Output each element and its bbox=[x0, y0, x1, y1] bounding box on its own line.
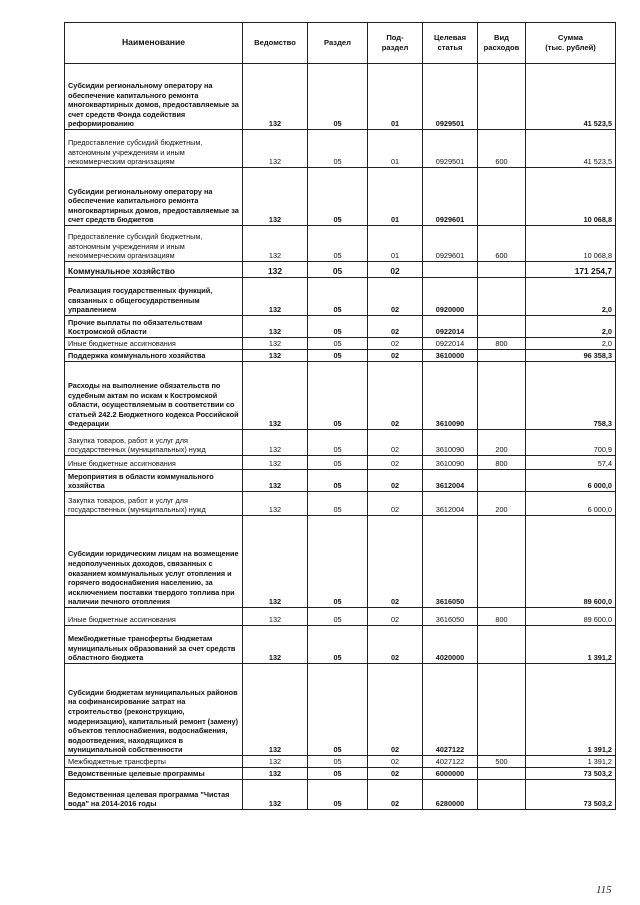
cell-vid bbox=[478, 278, 526, 316]
cell-podrazdel: 02 bbox=[368, 350, 423, 362]
cell-celevaya: 0929501 bbox=[423, 64, 478, 130]
cell-celevaya: 0920000 bbox=[423, 278, 478, 316]
cell-summa: 10 068,8 bbox=[526, 168, 616, 226]
cell-summa: 73 503,2 bbox=[526, 780, 616, 810]
cell-ved: 132 bbox=[243, 470, 308, 492]
cell-vid: 800 bbox=[478, 608, 526, 626]
cell-razdel: 05 bbox=[308, 608, 368, 626]
table-row bbox=[65, 516, 616, 608]
table-row bbox=[65, 470, 616, 492]
cell-podrazdel: 02 bbox=[368, 516, 423, 608]
cell-razdel: 05 bbox=[308, 626, 368, 664]
cell-celevaya: 3612004 bbox=[423, 492, 478, 516]
cell-summa: 2,0 bbox=[526, 338, 616, 350]
cell-razdel: 05 bbox=[308, 262, 368, 278]
cell-podrazdel: 01 bbox=[368, 130, 423, 168]
cell-podrazdel: 01 bbox=[368, 64, 423, 130]
cell-name: Ведомственные целевые программы bbox=[65, 768, 243, 780]
cell-ved: 132 bbox=[243, 168, 308, 226]
cell-celevaya: 3612004 bbox=[423, 470, 478, 492]
table-row bbox=[65, 278, 616, 316]
cell-razdel: 05 bbox=[308, 516, 368, 608]
cell-ved: 132 bbox=[243, 430, 308, 456]
table-row bbox=[65, 316, 616, 338]
cell-razdel: 05 bbox=[308, 338, 368, 350]
cell-podrazdel: 01 bbox=[368, 226, 423, 262]
cell-summa: 2,0 bbox=[526, 278, 616, 316]
cell-razdel: 05 bbox=[308, 768, 368, 780]
cell-vid: 500 bbox=[478, 756, 526, 768]
cell-name: Субсидии региональному оператору на обеспечение капитального ремонта многоквартирных домов, предоставляемые за счет средств Фонда содействия реформированию bbox=[65, 64, 243, 130]
cell-summa: 1 391,2 bbox=[526, 664, 616, 756]
cell-podrazdel: 02 bbox=[368, 362, 423, 430]
cell-name: Иные бюджетные ассигнования bbox=[65, 608, 243, 626]
cell-vid bbox=[478, 64, 526, 130]
cell-vid bbox=[478, 768, 526, 780]
cell-podrazdel: 01 bbox=[368, 168, 423, 226]
cell-podrazdel: 02 bbox=[368, 338, 423, 350]
cell-vid bbox=[478, 626, 526, 664]
cell-razdel: 05 bbox=[308, 470, 368, 492]
table-row bbox=[65, 780, 616, 810]
cell-summa: 1 391,2 bbox=[526, 626, 616, 664]
budget-table bbox=[64, 22, 616, 810]
cell-celevaya: 3610090 bbox=[423, 430, 478, 456]
cell-celevaya: 0922014 bbox=[423, 338, 478, 350]
table-row bbox=[65, 226, 616, 262]
cell-vid: 600 bbox=[478, 130, 526, 168]
cell-razdel: 05 bbox=[308, 780, 368, 810]
cell-podrazdel: 02 bbox=[368, 278, 423, 316]
cell-vid: 800 bbox=[478, 456, 526, 470]
header-vid bbox=[478, 23, 526, 64]
cell-ved: 132 bbox=[243, 756, 308, 768]
cell-podrazdel: 02 bbox=[368, 756, 423, 768]
cell-ved: 132 bbox=[243, 516, 308, 608]
cell-name: Коммунальное хозяйство bbox=[65, 262, 243, 278]
cell-ved: 132 bbox=[243, 626, 308, 664]
cell-name: Прочие выплаты по обязательствам Костромской области bbox=[65, 316, 243, 338]
table-row bbox=[65, 350, 616, 362]
table-row bbox=[65, 430, 616, 456]
cell-vid bbox=[478, 350, 526, 362]
cell-celevaya: 0929601 bbox=[423, 168, 478, 226]
cell-celevaya: 4020000 bbox=[423, 626, 478, 664]
cell-vid bbox=[478, 516, 526, 608]
cell-name: Предоставление субсидий бюджетным, автономным учреждениям и иным некоммерческим организациям bbox=[65, 226, 243, 262]
cell-razdel: 05 bbox=[308, 430, 368, 456]
cell-summa: 700,9 bbox=[526, 430, 616, 456]
cell-name: Расходы на выполнение обязательств по судебным актам по искам к Костромской области, осуществляемым в соответствии со статьей 242.2 Бюджетного кодекса Российской Федерации bbox=[65, 362, 243, 430]
cell-razdel: 05 bbox=[308, 456, 368, 470]
cell-summa: 41 523,5 bbox=[526, 130, 616, 168]
cell-podrazdel: 02 bbox=[368, 608, 423, 626]
cell-podrazdel: 02 bbox=[368, 492, 423, 516]
cell-podrazdel: 02 bbox=[368, 780, 423, 810]
cell-name: Межбюджетные трансферты бюджетам муниципальных образований за счет средств областного бюджета bbox=[65, 626, 243, 664]
table-body bbox=[65, 64, 616, 810]
cell-summa: 57,4 bbox=[526, 456, 616, 470]
header-vedomstvo: Ведомство bbox=[243, 23, 308, 64]
cell-ved: 132 bbox=[243, 780, 308, 810]
table-row bbox=[65, 626, 616, 664]
cell-celevaya: 3616050 bbox=[423, 608, 478, 626]
cell-ved: 132 bbox=[243, 492, 308, 516]
cell-ved: 132 bbox=[243, 350, 308, 362]
cell-name: Ведомственная целевая программа "Чистая вода" на 2014-2016 годы bbox=[65, 780, 243, 810]
cell-vid bbox=[478, 780, 526, 810]
cell-summa: 171 254,7 bbox=[526, 262, 616, 278]
cell-celevaya: 0922014 bbox=[423, 316, 478, 338]
cell-vid: 200 bbox=[478, 492, 526, 516]
cell-ved: 132 bbox=[243, 316, 308, 338]
cell-name: Закупка товаров, работ и услуг для государственных (муниципальных) нужд bbox=[65, 430, 243, 456]
header-summa-text: Сумма (тыс. рублей) bbox=[545, 33, 596, 52]
cell-summa: 6 000,0 bbox=[526, 470, 616, 492]
cell-razdel: 05 bbox=[308, 316, 368, 338]
cell-ved: 132 bbox=[243, 456, 308, 470]
cell-vid bbox=[478, 664, 526, 756]
cell-podrazdel: 02 bbox=[368, 316, 423, 338]
cell-summa: 89 600,0 bbox=[526, 608, 616, 626]
cell-celevaya: 6000000 bbox=[423, 768, 478, 780]
cell-celevaya: 0929501 bbox=[423, 130, 478, 168]
cell-razdel: 05 bbox=[308, 226, 368, 262]
header-row bbox=[65, 23, 616, 64]
cell-podrazdel: 02 bbox=[368, 470, 423, 492]
cell-razdel: 05 bbox=[308, 168, 368, 226]
cell-ved: 132 bbox=[243, 64, 308, 130]
table-row bbox=[65, 338, 616, 350]
cell-name: Субсидии юридическим лицам на возмещение недополученных доходов, связанных с оказанием коммунальных услуг отопления и горячего водоснабжения населению, за исключением поставки твердого топлива при наличии печного отопления bbox=[65, 516, 243, 608]
cell-podrazdel: 02 bbox=[368, 768, 423, 780]
cell-name: Поддержка коммунального хозяйства bbox=[65, 350, 243, 362]
cell-vid bbox=[478, 316, 526, 338]
cell-podrazdel: 02 bbox=[368, 262, 423, 278]
page-number: 115 bbox=[596, 884, 612, 896]
table-row bbox=[65, 664, 616, 756]
table-row bbox=[65, 262, 616, 278]
cell-summa: 73 503,2 bbox=[526, 768, 616, 780]
header-summa bbox=[526, 23, 616, 64]
cell-razdel: 05 bbox=[308, 756, 368, 768]
cell-vid bbox=[478, 262, 526, 278]
cell-name: Реализация государственных функций, связанных с общегосударственным управлением bbox=[65, 278, 243, 316]
cell-summa: 6 000,0 bbox=[526, 492, 616, 516]
cell-celevaya: 6280000 bbox=[423, 780, 478, 810]
table-row bbox=[65, 768, 616, 780]
cell-celevaya: 4027122 bbox=[423, 756, 478, 768]
cell-vid: 600 bbox=[478, 226, 526, 262]
table-row bbox=[65, 168, 616, 226]
cell-name: Субсидии региональному оператору на обеспечение капитального ремонта многоквартирных домов, предоставляемые за счет средств бюджетов bbox=[65, 168, 243, 226]
cell-celevaya: 3610090 bbox=[423, 362, 478, 430]
cell-name: Мероприятия в области коммунального хозяйства bbox=[65, 470, 243, 492]
cell-name: Закупка товаров, работ и услуг для государственных (муниципальных) нужд bbox=[65, 492, 243, 516]
header-podrazdel-text: Под- раздел bbox=[381, 33, 409, 52]
cell-celevaya: 0929601 bbox=[423, 226, 478, 262]
cell-celevaya: 3610090 bbox=[423, 456, 478, 470]
cell-ved: 132 bbox=[243, 768, 308, 780]
cell-celevaya bbox=[423, 262, 478, 278]
table-row bbox=[65, 130, 616, 168]
cell-vid: 200 bbox=[478, 430, 526, 456]
cell-razdel: 05 bbox=[308, 664, 368, 756]
cell-podrazdel: 02 bbox=[368, 430, 423, 456]
table-row bbox=[65, 362, 616, 430]
cell-ved: 132 bbox=[243, 362, 308, 430]
table-row bbox=[65, 456, 616, 470]
cell-summa: 10 068,8 bbox=[526, 226, 616, 262]
cell-ved: 132 bbox=[243, 226, 308, 262]
cell-ved: 132 bbox=[243, 262, 308, 278]
cell-podrazdel: 02 bbox=[368, 664, 423, 756]
cell-ved: 132 bbox=[243, 278, 308, 316]
cell-celevaya: 4027122 bbox=[423, 664, 478, 756]
cell-vid bbox=[478, 362, 526, 430]
cell-razdel: 05 bbox=[308, 278, 368, 316]
cell-summa: 1 391,2 bbox=[526, 756, 616, 768]
cell-name: Субсидии бюджетам муниципальных районов на софинансирование затрат на строительство (реконструкцию, модернизацию), капитальный ремонт (замену) объектов теплоснабжения, водоснабжения, водоотведения, находящихся в муниципальной собственности bbox=[65, 664, 243, 756]
cell-celevaya: 3610000 bbox=[423, 350, 478, 362]
cell-razdel: 05 bbox=[308, 362, 368, 430]
header-name: Наименование bbox=[65, 23, 243, 64]
header-celevaya bbox=[423, 23, 478, 64]
cell-name: Иные бюджетные ассигнования bbox=[65, 456, 243, 470]
table-row bbox=[65, 64, 616, 130]
cell-name: Межбюджетные трансферты bbox=[65, 756, 243, 768]
cell-ved: 132 bbox=[243, 130, 308, 168]
cell-ved: 132 bbox=[243, 608, 308, 626]
table-row bbox=[65, 608, 616, 626]
cell-name: Иные бюджетные ассигнования bbox=[65, 338, 243, 350]
cell-podrazdel: 02 bbox=[368, 456, 423, 470]
cell-razdel: 05 bbox=[308, 492, 368, 516]
cell-summa: 89 600,0 bbox=[526, 516, 616, 608]
header-razdel: Раздел bbox=[308, 23, 368, 64]
cell-summa: 96 358,3 bbox=[526, 350, 616, 362]
cell-razdel: 05 bbox=[308, 130, 368, 168]
header-celevaya-text: Целевая статья bbox=[433, 33, 467, 52]
cell-summa: 2,0 bbox=[526, 316, 616, 338]
cell-name: Предоставление субсидий бюджетным, автономным учреждениям и иным некоммерческим организациям bbox=[65, 130, 243, 168]
cell-celevaya: 3616050 bbox=[423, 516, 478, 608]
table-row bbox=[65, 756, 616, 768]
table-row bbox=[65, 492, 616, 516]
cell-vid: 800 bbox=[478, 338, 526, 350]
cell-razdel: 05 bbox=[308, 350, 368, 362]
cell-vid bbox=[478, 470, 526, 492]
cell-ved: 132 bbox=[243, 664, 308, 756]
cell-ved: 132 bbox=[243, 338, 308, 350]
cell-podrazdel: 02 bbox=[368, 626, 423, 664]
cell-razdel: 05 bbox=[308, 64, 368, 130]
cell-summa: 41 523,5 bbox=[526, 64, 616, 130]
header-vid-text: Вид расходов bbox=[483, 33, 520, 52]
cell-summa: 758,3 bbox=[526, 362, 616, 430]
cell-vid bbox=[478, 168, 526, 226]
header-podrazdel bbox=[368, 23, 423, 64]
